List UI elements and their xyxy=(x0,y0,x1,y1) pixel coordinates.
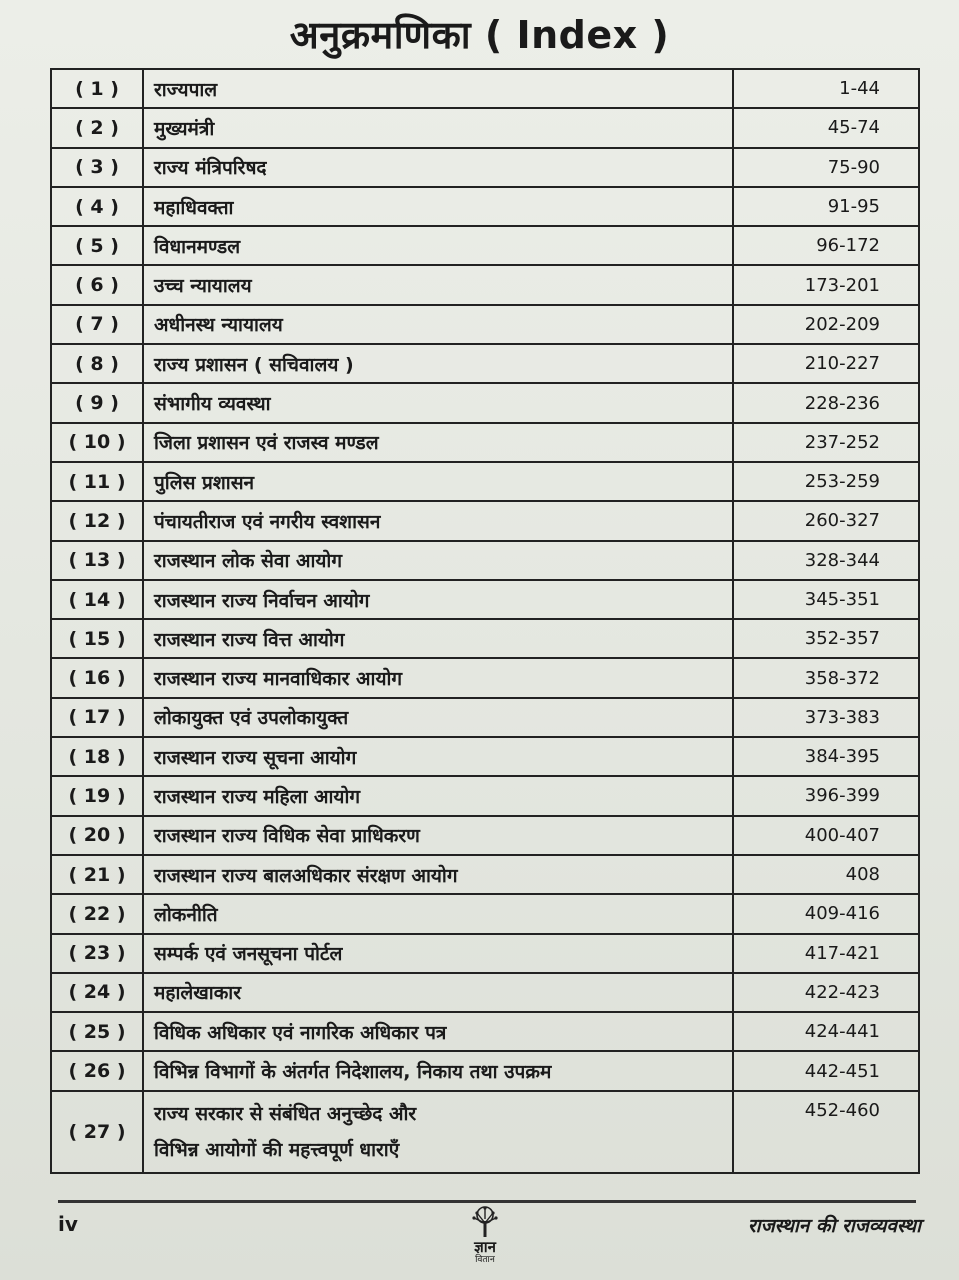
chapter-topic: महालेखाकार xyxy=(143,973,733,1012)
chapter-number: ( 15 ) xyxy=(51,619,143,658)
chapter-number: ( 26 ) xyxy=(51,1051,143,1090)
chapter-topic: राजस्थान लोक सेवा आयोग xyxy=(143,541,733,580)
index-row-last xyxy=(51,1091,919,1173)
chapter-number: ( 9 ) xyxy=(51,383,143,422)
index-row xyxy=(51,934,919,973)
chapter-topic: राजस्थान राज्य महिला आयोग xyxy=(143,776,733,815)
chapter-pages: 1-44 xyxy=(733,69,919,108)
chapter-number: ( 2 ) xyxy=(51,108,143,147)
chapter-pages: 417-421 xyxy=(733,934,919,973)
chapter-topic: राजस्थान राज्य वित्त आयोग xyxy=(143,619,733,658)
chapter-number: ( 25 ) xyxy=(51,1012,143,1051)
chapter-topic: राज्य मंत्रिपरिषद xyxy=(143,148,733,187)
chapter-topic-line-1: राज्य सरकार से संबंधित अनुच्छेद और xyxy=(154,1102,417,1125)
chapter-number: ( 11 ) xyxy=(51,462,143,501)
index-row xyxy=(51,344,919,383)
index-row xyxy=(51,855,919,894)
chapter-pages: 91-95 xyxy=(733,187,919,226)
chapter-pages: 228-236 xyxy=(733,383,919,422)
chapter-topic: विभिन्न विभागों के अंतर्गत निदेशालय, निकाय तथा उपक्रम xyxy=(143,1051,733,1090)
chapter-number: ( 21 ) xyxy=(51,855,143,894)
footer-page-number: iv xyxy=(58,1212,78,1236)
chapter-number: ( 7 ) xyxy=(51,305,143,344)
index-row xyxy=(51,69,919,108)
chapter-pages: 422-423 xyxy=(733,973,919,1012)
logo-subtext: वितान xyxy=(475,1255,495,1265)
logo-text: ज्ञान xyxy=(474,1238,496,1256)
chapter-pages: 253-259 xyxy=(733,462,919,501)
index-row xyxy=(51,973,919,1012)
index-row xyxy=(51,187,919,226)
index-row xyxy=(51,541,919,580)
chapter-topic: लोकनीति xyxy=(143,894,733,933)
chapter-topic: विधिक अधिकार एवं नागरिक अधिकार पत्र xyxy=(143,1012,733,1051)
chapter-pages: 409-416 xyxy=(733,894,919,933)
chapter-topic: मुख्यमंत्री xyxy=(143,108,733,147)
chapter-topic: राजस्थान राज्य मानवाधिकार आयोग xyxy=(143,658,733,697)
chapter-topic: राज्य प्रशासन ( सचिवालय ) xyxy=(143,344,733,383)
chapter-topic: लोकायुक्त एवं उपलोकायुक्त xyxy=(143,698,733,737)
chapter-number: ( 23 ) xyxy=(51,934,143,973)
index-row xyxy=(51,816,919,855)
chapter-pages: 173-201 xyxy=(733,265,919,304)
chapter-number: ( 19 ) xyxy=(51,776,143,815)
index-row xyxy=(51,737,919,776)
chapter-pages: 452-460 xyxy=(733,1091,919,1173)
chapter-pages: 400-407 xyxy=(733,816,919,855)
index-row xyxy=(51,1051,919,1090)
chapter-number: ( 14 ) xyxy=(51,580,143,619)
chapter-number: ( 12 ) xyxy=(51,501,143,540)
chapter-topic: राजस्थान राज्य सूचना आयोग xyxy=(143,737,733,776)
chapter-topic: राज्यपाल xyxy=(143,69,733,108)
index-row xyxy=(51,894,919,933)
chapter-pages: 328-344 xyxy=(733,541,919,580)
chapter-pages: 345-351 xyxy=(733,580,919,619)
chapter-number: ( 20 ) xyxy=(51,816,143,855)
chapter-topic: उच्च न्यायालय xyxy=(143,265,733,304)
chapter-pages: 384-395 xyxy=(733,737,919,776)
chapter-number: ( 1 ) xyxy=(51,69,143,108)
chapter-number: ( 18 ) xyxy=(51,737,143,776)
chapter-number: ( 3 ) xyxy=(51,148,143,187)
chapter-topic: अधीनस्थ न्यायालय xyxy=(143,305,733,344)
page-title: अनुक्रमणिका ( Index ) xyxy=(289,13,670,57)
chapter-pages: 442-451 xyxy=(733,1051,919,1090)
index-row xyxy=(51,619,919,658)
index-row xyxy=(51,776,919,815)
index-table xyxy=(50,68,920,1174)
chapter-topic-line-2: विभिन्न आयोगों की महत्त्वपूर्ण धाराएँ xyxy=(154,1138,400,1161)
index-row xyxy=(51,148,919,187)
chapter-pages: 45-74 xyxy=(733,108,919,147)
index-row xyxy=(51,383,919,422)
index-row xyxy=(51,501,919,540)
chapter-topic: जिला प्रशासन एवं राजस्व मण्डल xyxy=(143,423,733,462)
index-row xyxy=(51,658,919,697)
chapter-pages: 352-357 xyxy=(733,619,919,658)
chapter-number: ( 17 ) xyxy=(51,698,143,737)
chapter-topic: विधानमण्डल xyxy=(143,226,733,265)
chapter-topic: पंचायतीराज एवं नगरीय स्वशासन xyxy=(143,501,733,540)
chapter-number: ( 5 ) xyxy=(51,226,143,265)
chapter-pages: 260-327 xyxy=(733,501,919,540)
footer-book-title: राजस्थान की राजव्यवस्था xyxy=(747,1215,921,1237)
chapter-pages: 237-252 xyxy=(733,423,919,462)
chapter-topic: राजस्थान राज्य निर्वाचन आयोग xyxy=(143,580,733,619)
chapter-pages: 202-209 xyxy=(733,305,919,344)
index-row xyxy=(51,698,919,737)
chapter-number: ( 22 ) xyxy=(51,894,143,933)
chapter-topic: संभागीय व्यवस्था xyxy=(143,383,733,422)
chapter-pages: 424-441 xyxy=(733,1012,919,1051)
chapter-pages: 396-399 xyxy=(733,776,919,815)
chapter-pages: 75-90 xyxy=(733,148,919,187)
chapter-pages: 210-227 xyxy=(733,344,919,383)
tree-icon xyxy=(468,1205,502,1239)
index-table-body xyxy=(51,69,919,1091)
index-row xyxy=(51,265,919,304)
chapter-number: ( 13 ) xyxy=(51,541,143,580)
publisher-logo xyxy=(455,1205,515,1275)
chapter-topic: राजस्थान राज्य विधिक सेवा प्राधिकरण xyxy=(143,816,733,855)
index-row xyxy=(51,108,919,147)
chapter-topic: पुलिस प्रशासन xyxy=(143,462,733,501)
chapter-number: ( 8 ) xyxy=(51,344,143,383)
chapter-pages: 373-383 xyxy=(733,698,919,737)
chapter-number: ( 6 ) xyxy=(51,265,143,304)
index-row xyxy=(51,305,919,344)
chapter-pages: 96-172 xyxy=(733,226,919,265)
chapter-topic: राजस्थान राज्य बालअधिकार संरक्षण आयोग xyxy=(143,855,733,894)
footer-divider xyxy=(58,1200,916,1203)
chapter-number: ( 10 ) xyxy=(51,423,143,462)
chapter-pages: 358-372 xyxy=(733,658,919,697)
chapter-pages: 408 xyxy=(733,855,919,894)
index-row xyxy=(51,226,919,265)
chapter-number: ( 24 ) xyxy=(51,973,143,1012)
index-row xyxy=(51,580,919,619)
chapter-topic: महाधिवक्ता xyxy=(143,187,733,226)
chapter-topic: सम्पर्क एवं जनसूचना पोर्टल xyxy=(143,934,733,973)
index-row xyxy=(51,423,919,462)
chapter-number: ( 4 ) xyxy=(51,187,143,226)
chapter-number: ( 27 ) xyxy=(51,1091,143,1173)
chapter-number: ( 16 ) xyxy=(51,658,143,697)
index-row xyxy=(51,462,919,501)
chapter-topic xyxy=(143,1091,733,1173)
index-row xyxy=(51,1012,919,1051)
index-table-last xyxy=(51,1091,919,1173)
